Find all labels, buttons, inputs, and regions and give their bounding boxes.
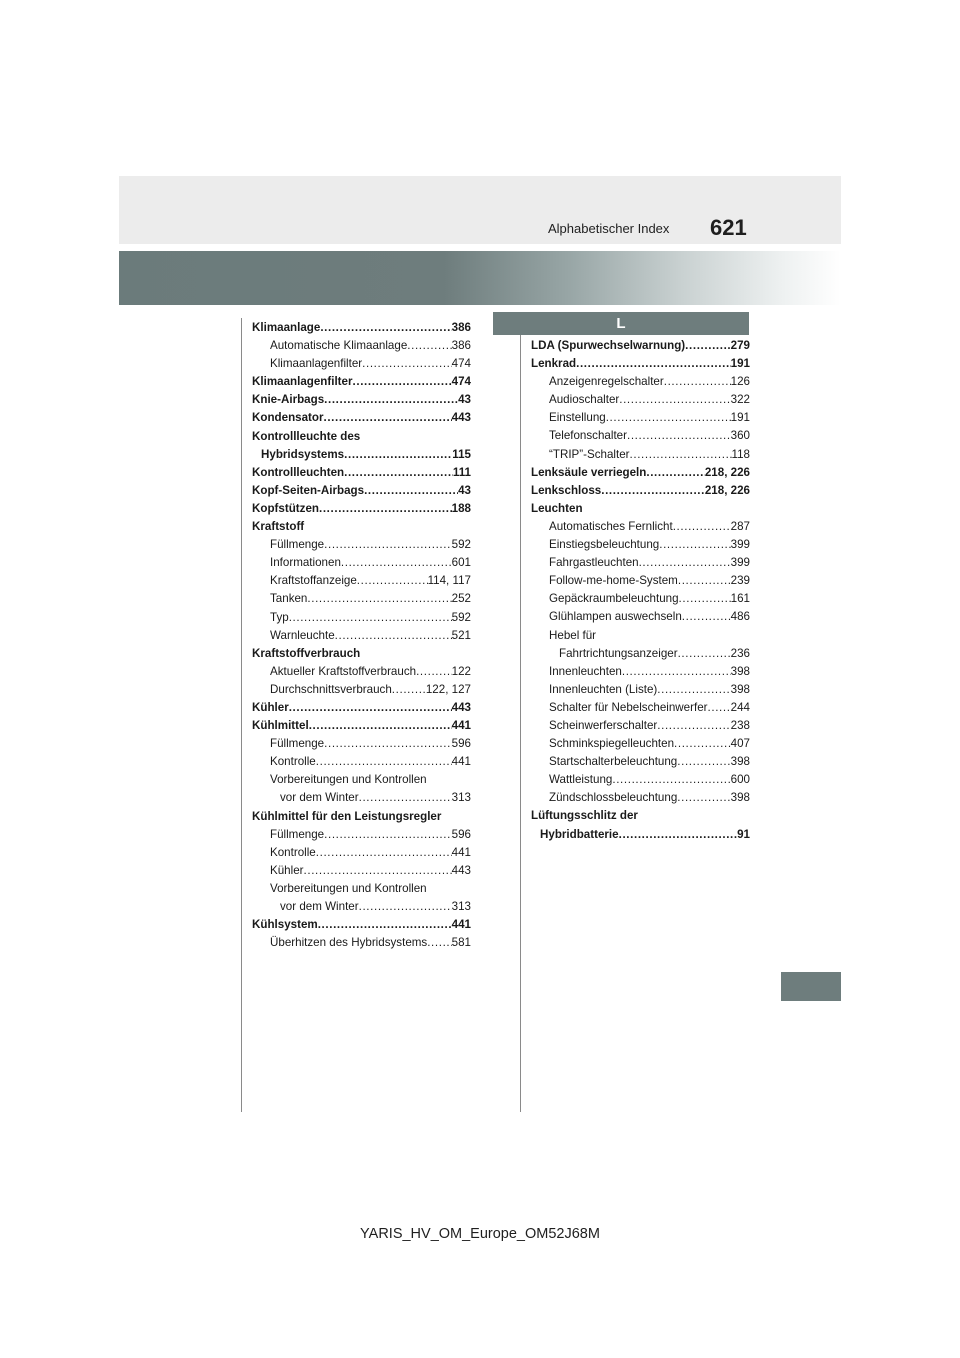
- dot-leader: [344, 464, 453, 482]
- index-page-ref: 443: [451, 700, 471, 714]
- index-entry: [531, 409, 750, 427]
- index-page-ref: 474: [451, 357, 471, 371]
- index-page-ref: 115: [452, 447, 471, 461]
- dot-leader: [576, 355, 731, 373]
- index-term: Tanken: [270, 592, 308, 606]
- index-term: Kraftstoffanzeige: [270, 574, 357, 588]
- index-page-ref: 91: [737, 827, 750, 841]
- index-page-ref: 398: [730, 755, 750, 769]
- index-entry: [531, 699, 750, 717]
- index-entry: [252, 609, 471, 627]
- index-page-ref: 386: [451, 321, 471, 334]
- index-term: Überhitzen des Hybridsystems: [270, 936, 428, 950]
- dot-leader: [289, 699, 452, 717]
- index-entry: [252, 572, 471, 590]
- index-entry: [252, 789, 471, 807]
- index-term: Kühlmittel: [252, 719, 309, 733]
- index-term: Innenleuchten: [549, 664, 622, 678]
- index-term: Aktueller Kraftstoffverbrauch: [270, 664, 417, 678]
- dot-leader: [407, 337, 451, 355]
- index-entry: [252, 554, 471, 572]
- dot-leader: [619, 391, 730, 409]
- index-page-ref: 43: [458, 483, 471, 497]
- dot-leader: [708, 699, 731, 717]
- index-entry: [252, 934, 471, 952]
- index-page-ref: 596: [451, 827, 471, 841]
- dot-leader: [359, 789, 452, 807]
- index-page-ref: 407: [730, 737, 750, 751]
- index-page-ref: 122, 127: [425, 682, 471, 696]
- index-term: Lenkschloss: [531, 483, 602, 497]
- index-term: Telefonschalter: [549, 429, 627, 443]
- index-entry: [252, 464, 471, 482]
- index-page-ref: 279: [730, 339, 750, 352]
- index-page-ref: 191: [730, 411, 750, 425]
- dot-leader: [678, 572, 731, 590]
- index-column-left: [252, 319, 471, 952]
- index-entry: [252, 627, 471, 645]
- dot-leader: [362, 355, 452, 373]
- dot-leader: [678, 645, 731, 663]
- index-page-ref: 441: [451, 918, 471, 932]
- index-entry: Vorbereitungen und Kontrollen: [270, 881, 427, 895]
- dot-leader: [324, 409, 452, 427]
- dot-leader: [316, 844, 452, 862]
- index-term: vor dem Winter: [280, 900, 359, 913]
- dot-leader: [318, 916, 452, 934]
- index-term: Informationen: [270, 556, 341, 570]
- index-entry: [531, 826, 750, 844]
- index-entry: [252, 482, 471, 500]
- index-entry: [531, 373, 750, 391]
- index-term: Automatische Klimaanlage: [270, 339, 408, 353]
- dot-leader: [673, 518, 731, 536]
- index-page-ref: 188: [451, 501, 471, 515]
- index-entry: [252, 500, 471, 518]
- dot-leader: [612, 771, 730, 789]
- index-page-ref: 441: [451, 719, 471, 733]
- index-entry: [252, 663, 471, 681]
- index-term: Hybridsystems: [261, 447, 345, 461]
- index-page-ref: 161: [730, 592, 750, 606]
- chapter-tab-marker: [781, 972, 841, 1001]
- index-page-ref: 601: [451, 556, 471, 570]
- index-entry: [252, 391, 471, 409]
- index-page-ref: 441: [451, 845, 471, 859]
- dot-leader: [657, 681, 730, 699]
- index-page-ref: 399: [730, 556, 750, 570]
- index-term: Füllmenge: [270, 737, 325, 751]
- index-term: Kontrolle: [270, 845, 316, 859]
- index-term: Kopfstützen: [252, 501, 319, 515]
- index-entry: [252, 319, 471, 337]
- dot-leader: [344, 446, 452, 464]
- dot-leader: [659, 536, 730, 554]
- index-entry: [531, 337, 750, 355]
- index-entry: [531, 536, 750, 554]
- index-page-ref: 244: [730, 700, 750, 714]
- index-term: Klimaanlagenfilter: [252, 375, 353, 389]
- dot-leader: [392, 681, 426, 699]
- dot-leader: [289, 609, 452, 627]
- index-entry: [252, 717, 471, 735]
- index-entry: [531, 735, 750, 753]
- index-term: Hybridbatterie: [540, 827, 619, 841]
- dot-leader: [427, 934, 451, 952]
- index-page-ref: 596: [451, 737, 471, 751]
- index-page-ref: 238: [730, 718, 750, 732]
- dot-leader: [664, 373, 731, 391]
- index-entry: [531, 446, 750, 464]
- index-entry: [531, 391, 750, 409]
- index-entry: [531, 663, 750, 681]
- index-term: Füllmenge: [270, 827, 325, 841]
- index-page-ref: 218, 226: [704, 465, 750, 479]
- index-page-ref: 43: [458, 393, 471, 407]
- dot-leader: [619, 826, 737, 844]
- dot-leader: [674, 735, 731, 753]
- index-page-ref: 313: [451, 900, 471, 913]
- index-entry: [252, 735, 471, 753]
- index-page-ref: 441: [451, 755, 471, 769]
- dot-leader: [357, 572, 428, 590]
- index-entry: [531, 590, 750, 608]
- index-page-ref: 474: [451, 375, 471, 389]
- index-term: Einstiegsbeleuchtung: [549, 538, 660, 552]
- dot-leader: [627, 427, 731, 445]
- section-title: Alphabetischer Index: [548, 221, 670, 236]
- index-entry: [252, 826, 471, 844]
- dot-leader: [630, 446, 732, 464]
- dot-leader: [359, 898, 452, 916]
- index-term: Gepäckraumbeleuchtung: [549, 592, 679, 606]
- index-page-ref: 592: [451, 610, 471, 624]
- index-entry: [252, 355, 471, 373]
- index-term: Kühler: [270, 863, 304, 877]
- index-entry: [252, 373, 471, 391]
- index-page-ref: 114, 117: [427, 574, 471, 588]
- dot-leader: [316, 753, 452, 771]
- index-term: “TRIP”-Schalter: [549, 447, 630, 461]
- dot-leader: [677, 753, 730, 771]
- index-page-ref: 313: [451, 791, 471, 805]
- index-term: Zündschlossbeleuchtung: [549, 791, 678, 805]
- dot-leader: [324, 391, 458, 409]
- index-page-ref: 122: [451, 664, 471, 678]
- dot-leader: [601, 482, 705, 500]
- index-term: Fahrtrichtungsanzeiger: [559, 646, 678, 660]
- dot-leader: [324, 826, 452, 844]
- dot-leader: [341, 554, 452, 572]
- dot-leader: [622, 663, 731, 681]
- index-term: Klimaanlage: [252, 321, 321, 334]
- index-term: Kühlsystem: [252, 918, 318, 932]
- index-entry: [252, 446, 471, 464]
- index-entry: [531, 518, 750, 536]
- index-column-right: [531, 337, 750, 844]
- index-entry: [252, 862, 471, 880]
- index-term: Typ: [270, 610, 289, 624]
- index-entry: [252, 844, 471, 862]
- index-entry: Kontrollleuchte des: [252, 429, 361, 443]
- index-page-ref: 191: [730, 357, 750, 371]
- dot-leader: [685, 337, 730, 355]
- index-term: Einstellung: [549, 411, 606, 425]
- dot-leader: [364, 482, 458, 500]
- index-page-ref: 360: [730, 429, 750, 443]
- index-entry: [252, 753, 471, 771]
- index-entry: [531, 355, 750, 373]
- index-entry: [252, 590, 471, 608]
- dot-leader: [319, 500, 452, 518]
- index-entry: [531, 608, 750, 626]
- index-entry: Kühlmittel für den Leistungsregler: [252, 809, 442, 823]
- index-page-ref: 218, 226: [704, 483, 750, 497]
- index-term: Lenkrad: [531, 357, 577, 371]
- index-entry: [531, 645, 750, 663]
- document-code: YARIS_HV_OM_Europe_OM52J68M: [360, 1226, 600, 1242]
- index-term: Füllmenge: [270, 538, 325, 552]
- index-term: Kopf-Seiten-Airbags: [252, 483, 365, 497]
- dot-leader: [307, 590, 451, 608]
- index-term: Innenleuchten (Liste): [549, 682, 658, 696]
- index-page-ref: 398: [730, 682, 750, 696]
- index-term: Lenksäule verriegeln: [531, 465, 647, 479]
- dot-leader: [324, 735, 452, 753]
- index-entry: Hebel für: [549, 628, 597, 642]
- index-page-ref: 236: [730, 646, 750, 660]
- dot-leader: [335, 627, 452, 645]
- dot-leader: [606, 409, 731, 427]
- index-entry: [531, 572, 750, 590]
- index-entry: [252, 536, 471, 554]
- index-page-ref: 239: [730, 574, 750, 588]
- index-term: Kondensator: [252, 411, 324, 425]
- dot-leader: [324, 536, 452, 554]
- index-term: LDA (Spurwechselwarnung): [531, 339, 686, 352]
- index-term: Durchschnittsverbrauch: [270, 682, 392, 696]
- index-entry: [531, 482, 750, 500]
- index-entry: [252, 337, 471, 355]
- index-term: Audioschalter: [549, 393, 620, 407]
- column-divider-left: [241, 318, 242, 1112]
- index-entry: [531, 789, 750, 807]
- index-term: Anzeigenregelschalter: [549, 375, 664, 389]
- index-page-ref: 322: [730, 393, 750, 407]
- index-entry: [252, 898, 471, 916]
- index-term: Fahrgastleuchten: [549, 556, 639, 570]
- index-page-ref: 287: [730, 519, 750, 533]
- index-page-ref: 443: [451, 863, 471, 877]
- column-divider-middle: [520, 318, 521, 1112]
- index-term: Kühler: [252, 700, 289, 714]
- index-entry: [252, 699, 471, 717]
- index-page-ref: 111: [452, 465, 471, 479]
- dot-leader: [679, 590, 731, 608]
- index-entry: [531, 717, 750, 735]
- index-entry: [531, 464, 750, 482]
- index-page-ref: 592: [451, 538, 471, 552]
- index-term: Schalter für Nebelscheinwerfer: [549, 700, 708, 714]
- index-entry: Lüftungsschlitz der: [531, 809, 638, 823]
- index-page-ref: 398: [730, 791, 750, 805]
- index-page-ref: 581: [451, 936, 471, 950]
- index-entry: [531, 681, 750, 699]
- chapter-bar: [119, 251, 841, 305]
- index-term: Wattleistung: [549, 773, 613, 787]
- dot-leader: [353, 373, 452, 391]
- index-entry: Vorbereitungen und Kontrollen: [270, 773, 427, 787]
- index-term: Glühlampen auswechseln: [549, 610, 682, 624]
- index-term: Follow-me-home-System: [549, 574, 678, 588]
- index-page-ref: 443: [451, 411, 471, 425]
- dot-leader: [309, 717, 452, 735]
- index-page-ref: 118: [731, 447, 750, 461]
- index-page-ref: 398: [730, 664, 750, 678]
- dot-leader: [416, 663, 452, 681]
- index-term: Warnleuchte: [270, 628, 335, 642]
- dot-leader: [320, 319, 451, 337]
- index-entry: [252, 916, 471, 934]
- index-entry: [531, 554, 750, 572]
- index-term: Kontrolle: [270, 755, 316, 769]
- index-page-ref: 252: [451, 592, 471, 606]
- index-term: Scheinwerferschalter: [549, 718, 658, 732]
- index-page-ref: 521: [451, 628, 471, 642]
- index-term: Knie-Airbags: [252, 393, 325, 407]
- index-term: vor dem Winter: [280, 791, 359, 805]
- index-term: Automatisches Fernlicht: [549, 519, 673, 533]
- index-page-ref: 399: [730, 538, 750, 552]
- dot-leader: [682, 608, 731, 626]
- index-term: Schminkspiegelleuchten: [549, 737, 675, 751]
- page-number: 621: [710, 215, 747, 240]
- index-term: Klimaanlagenfilter: [270, 357, 363, 371]
- dot-leader: [677, 789, 730, 807]
- dot-leader: [657, 717, 730, 735]
- index-term: Kontrollleuchten: [252, 465, 345, 479]
- dot-leader: [304, 862, 452, 880]
- dot-leader: [646, 464, 705, 482]
- index-entry: Kraftstoffverbrauch: [252, 646, 361, 660]
- index-page-ref: 600: [730, 773, 750, 787]
- index-entry: [252, 409, 471, 427]
- index-entry: [531, 427, 750, 445]
- index-page-ref: 486: [730, 610, 750, 624]
- index-entry: [531, 771, 750, 789]
- index-page-ref: 126: [730, 375, 750, 389]
- index-entry: Leuchten: [531, 501, 583, 515]
- dot-leader: [639, 554, 731, 572]
- index-entry: Kraftstoff: [252, 520, 305, 534]
- index-page-ref: 386: [451, 339, 471, 353]
- letter-heading: L: [493, 312, 749, 335]
- index-term: Startschalterbeleuchtung: [549, 755, 678, 769]
- index-entry: [252, 681, 471, 699]
- index-entry: [531, 753, 750, 771]
